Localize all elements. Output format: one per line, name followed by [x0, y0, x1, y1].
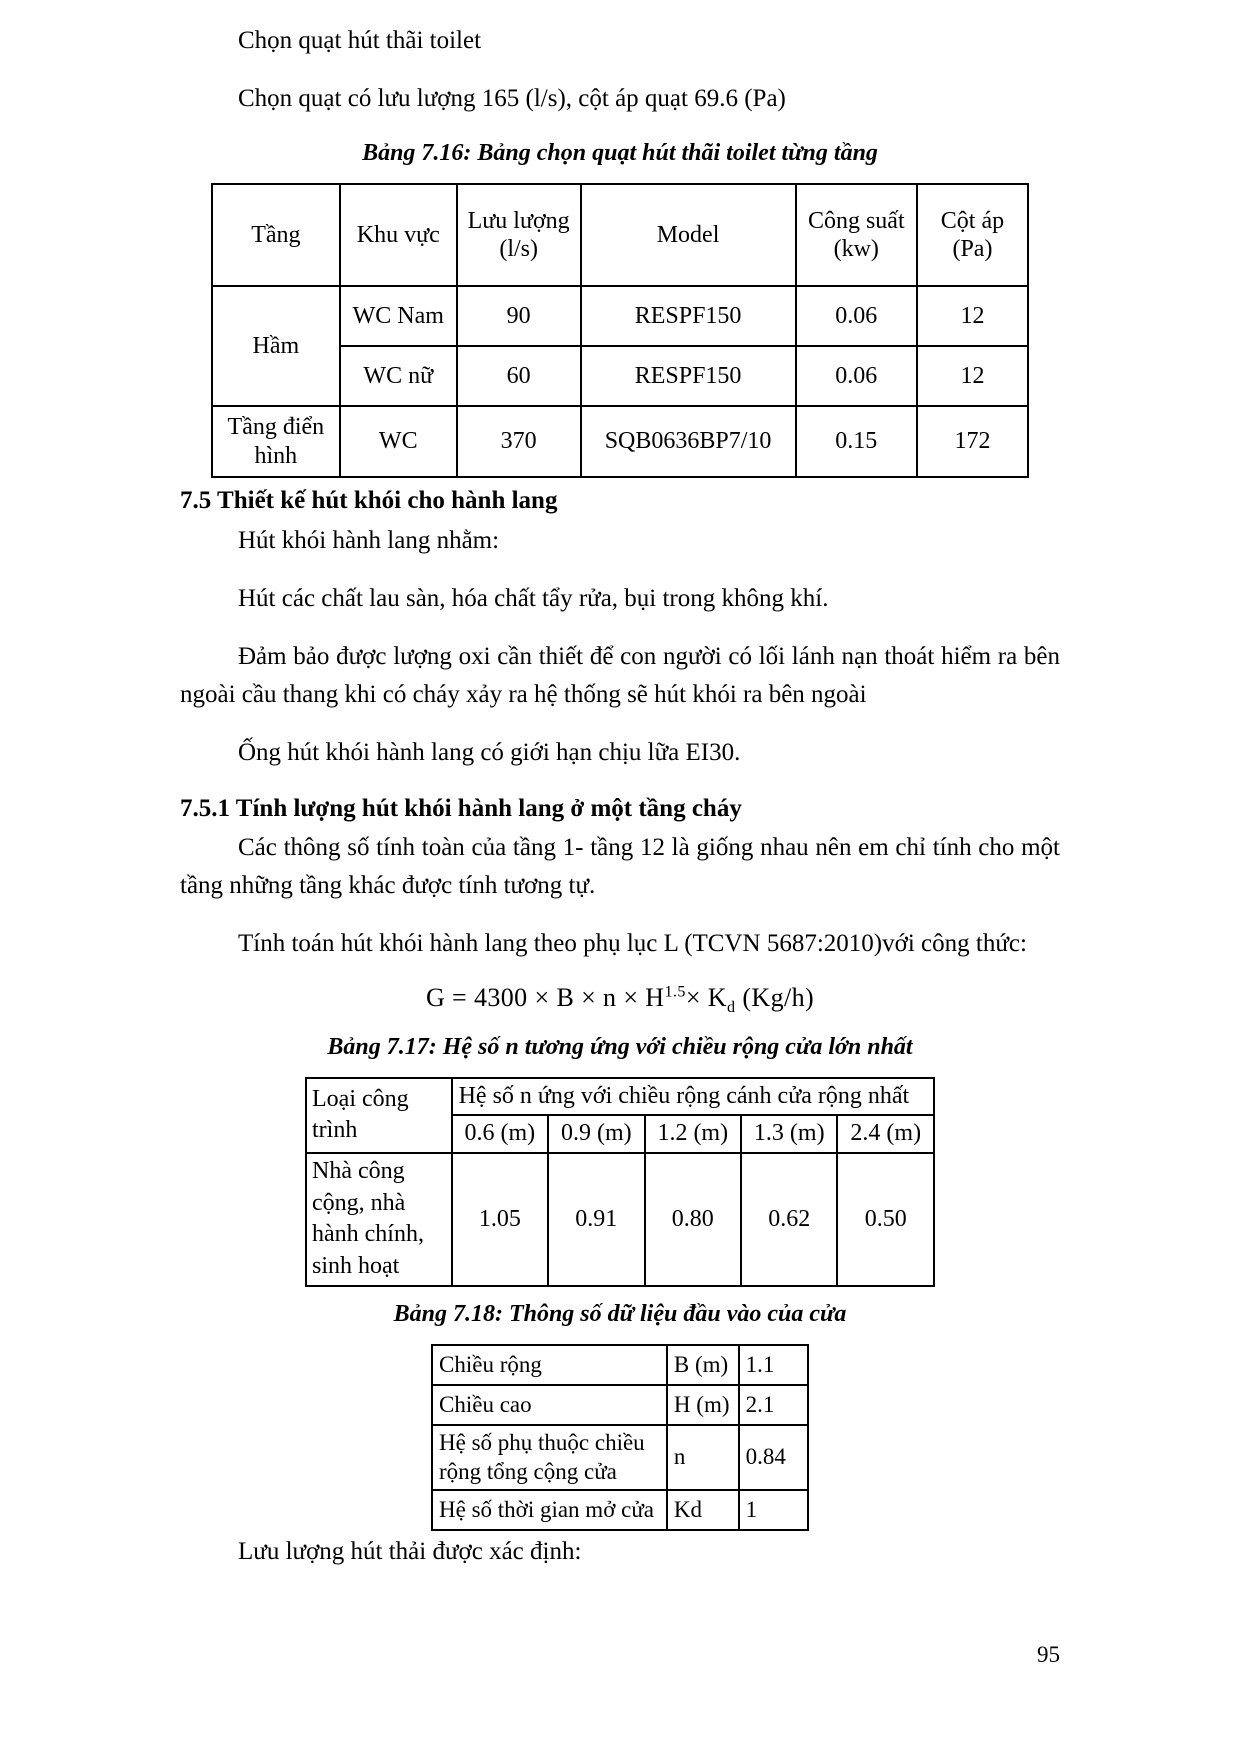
cell-param-symbol: H (m) — [667, 1385, 739, 1425]
header-cell-khu-vuc: Khu vực — [340, 184, 457, 286]
section-751-paragraph-2: Tính toán hút khói hành lang theo phụ lục L (TCVN 5687:2010)với công thức: — [238, 930, 1027, 958]
cell-model: RESPF150 — [581, 346, 796, 406]
intro-line-2: Chọn quạt có lưu lượng 165 (l/s), cột áp quạt 69.6 (Pa) — [238, 85, 786, 112]
table-718 — [431, 1344, 809, 1532]
closing-line: Lưu lượng hút thải được xác định: — [238, 1538, 582, 1566]
cell-param-label: Hệ số thời gian mở cửa — [432, 1490, 667, 1530]
table-row — [212, 286, 1028, 346]
cell-model: RESPF150 — [581, 286, 796, 346]
cell-n-value-2: 0.80 — [645, 1153, 741, 1286]
table-718-caption: Bảng 7.18: Thông số dữ liệu đầu vào của cửa — [393, 1300, 847, 1327]
header-cell-loai-cong-trinh: Loại công trình — [306, 1078, 452, 1153]
cell-n-value-3: 0.62 — [741, 1153, 837, 1286]
cell-luu-luong: 370 — [457, 406, 581, 477]
cell-param-value: 2.1 — [739, 1385, 808, 1425]
header-cell-cot-ap — [917, 184, 1028, 286]
cell-param-label: Hệ số phụ thuộc chiều rộng tổng cộng cửa — [432, 1425, 667, 1491]
intro-line-1: Chọn quạt hút thãi toilet — [238, 27, 482, 54]
cell-khu-vuc: WC nữ — [340, 346, 457, 406]
cell-cot-ap: 12 — [917, 346, 1028, 406]
section-heading-7-5-1: 7.5.1 Tính lượng hút khói hành lang ở một tầng cháy — [180, 794, 742, 822]
cell-luu-luong: 60 — [457, 346, 581, 406]
cell-param-label: Chiều rộng — [432, 1345, 667, 1385]
cell-khu-vuc: WC — [340, 406, 457, 477]
formula-exponent: 1.5 — [664, 983, 686, 1001]
cell-cong-suat: 0.06 — [796, 286, 917, 346]
section-75-paragraph-2: Hút các chất lau sàn, hóa chất tẩy rửa, bụi trong không khí. — [238, 584, 829, 612]
header-cong-suat-line1: Công suất — [807, 207, 905, 234]
cell-n-value-1: 0.91 — [548, 1153, 644, 1286]
cell-param-symbol: n — [667, 1425, 739, 1491]
formula-tail: (Kg/h) — [735, 983, 815, 1013]
header-cell-group-he-so-n: Hệ số n ứng với chiều rộng cánh cửa rộng nhất — [452, 1078, 934, 1116]
header-cell-tang: Tầng — [212, 184, 340, 286]
table-717 — [305, 1077, 935, 1287]
cell-param-symbol: B (m) — [667, 1345, 739, 1385]
cell-param-label: Chiều cao — [432, 1385, 667, 1425]
cell-n-value-4: 0.50 — [837, 1153, 934, 1286]
cell-param-value: 1 — [739, 1490, 808, 1530]
formula-subscript: d — [726, 999, 736, 1017]
header-cell-width-0: 0.6 (m) — [452, 1115, 548, 1153]
header-cell-width-2: 1.2 (m) — [645, 1115, 741, 1153]
header-cell-luu-luong — [457, 184, 581, 286]
section-751-paragraph-1: Các thông số tính toàn của tầng 1- tầng 12 là giống nhau nên em chỉ tính cho một tầng những tầng khác được tính tương tự. — [180, 834, 1060, 900]
table-716-caption: Bảng 7.16: Bảng chọn quạt hút thãi toilet từng tầng — [362, 140, 878, 166]
table-row — [432, 1385, 808, 1425]
cell-khu-vuc: WC Nam — [340, 286, 457, 346]
cell-param-value: 0.84 — [739, 1425, 808, 1491]
header-cot-ap-line2: (Pa) — [952, 236, 993, 263]
table-row — [306, 1153, 934, 1286]
cell-tang-dien-hinh: Tầng điển hình — [212, 406, 340, 477]
table-row — [212, 406, 1028, 477]
header-luu-luong-line2: (l/s) — [499, 236, 538, 263]
header-cell-width-4: 2.4 (m) — [837, 1115, 934, 1153]
section-75-paragraph-4: Ống hút khói hành lang có giới hạn chịu lữa EI30. — [238, 738, 741, 766]
table-row — [432, 1425, 808, 1491]
section-heading-7-5: 7.5 Thiết kế hút khói cho hành lang — [180, 486, 558, 514]
page-content — [180, 0, 1060, 1571]
cell-cot-ap: 172 — [917, 406, 1028, 477]
page-number: 95 — [1037, 1642, 1060, 1667]
table-row-header — [306, 1078, 934, 1116]
header-cot-ap-line1: Cột áp — [940, 207, 1005, 234]
header-cell-width-3: 1.3 (m) — [741, 1115, 837, 1153]
header-luu-luong-line1: Lưu lượng — [467, 207, 570, 234]
formula-smoke-exhaust — [180, 983, 1060, 1017]
table-row — [432, 1345, 808, 1385]
table-716 — [211, 183, 1029, 478]
cell-n-value-0: 1.05 — [452, 1153, 548, 1286]
header-cell-model: Model — [581, 184, 796, 286]
cell-cong-suat: 0.15 — [796, 406, 917, 477]
header-cell-cong-suat — [796, 184, 917, 286]
table-row-header — [212, 184, 1028, 286]
cell-cot-ap: 12 — [917, 286, 1028, 346]
cell-param-symbol: Kd — [667, 1490, 739, 1530]
cell-model: SQB0636BP7/10 — [581, 406, 796, 477]
cell-cong-suat: 0.06 — [796, 346, 917, 406]
section-75-paragraph-3: Đảm bảo được lượng oxi cần thiết để con người có lối lánh nạn thoát hiểm ra bên ngoài cầu thang khi có cháy xảy ra hệ thống sẽ hút khói ra bên ngoài — [180, 642, 1060, 708]
cell-loai-cong-trinh: Nhà công cộng, nhà hành chính, sinh hoạt — [306, 1153, 452, 1286]
cell-param-value: 1.1 — [739, 1345, 808, 1385]
formula-mid: × K — [685, 983, 727, 1013]
cell-luu-luong: 90 — [457, 286, 581, 346]
table-717-caption: Bảng 7.17: Hệ số n tương ứng với chiều rộng cửa lớn nhất — [327, 1033, 913, 1060]
formula-lead: G = 4300 × B × n × H — [425, 983, 665, 1013]
section-75-paragraph-1: Hút khói hành lang nhằm: — [238, 526, 500, 554]
cell-tang-ham: Hầm — [212, 286, 340, 406]
header-cong-suat-line2: (kw) — [833, 236, 879, 263]
header-cell-width-1: 0.9 (m) — [548, 1115, 644, 1153]
table-row — [432, 1490, 808, 1530]
